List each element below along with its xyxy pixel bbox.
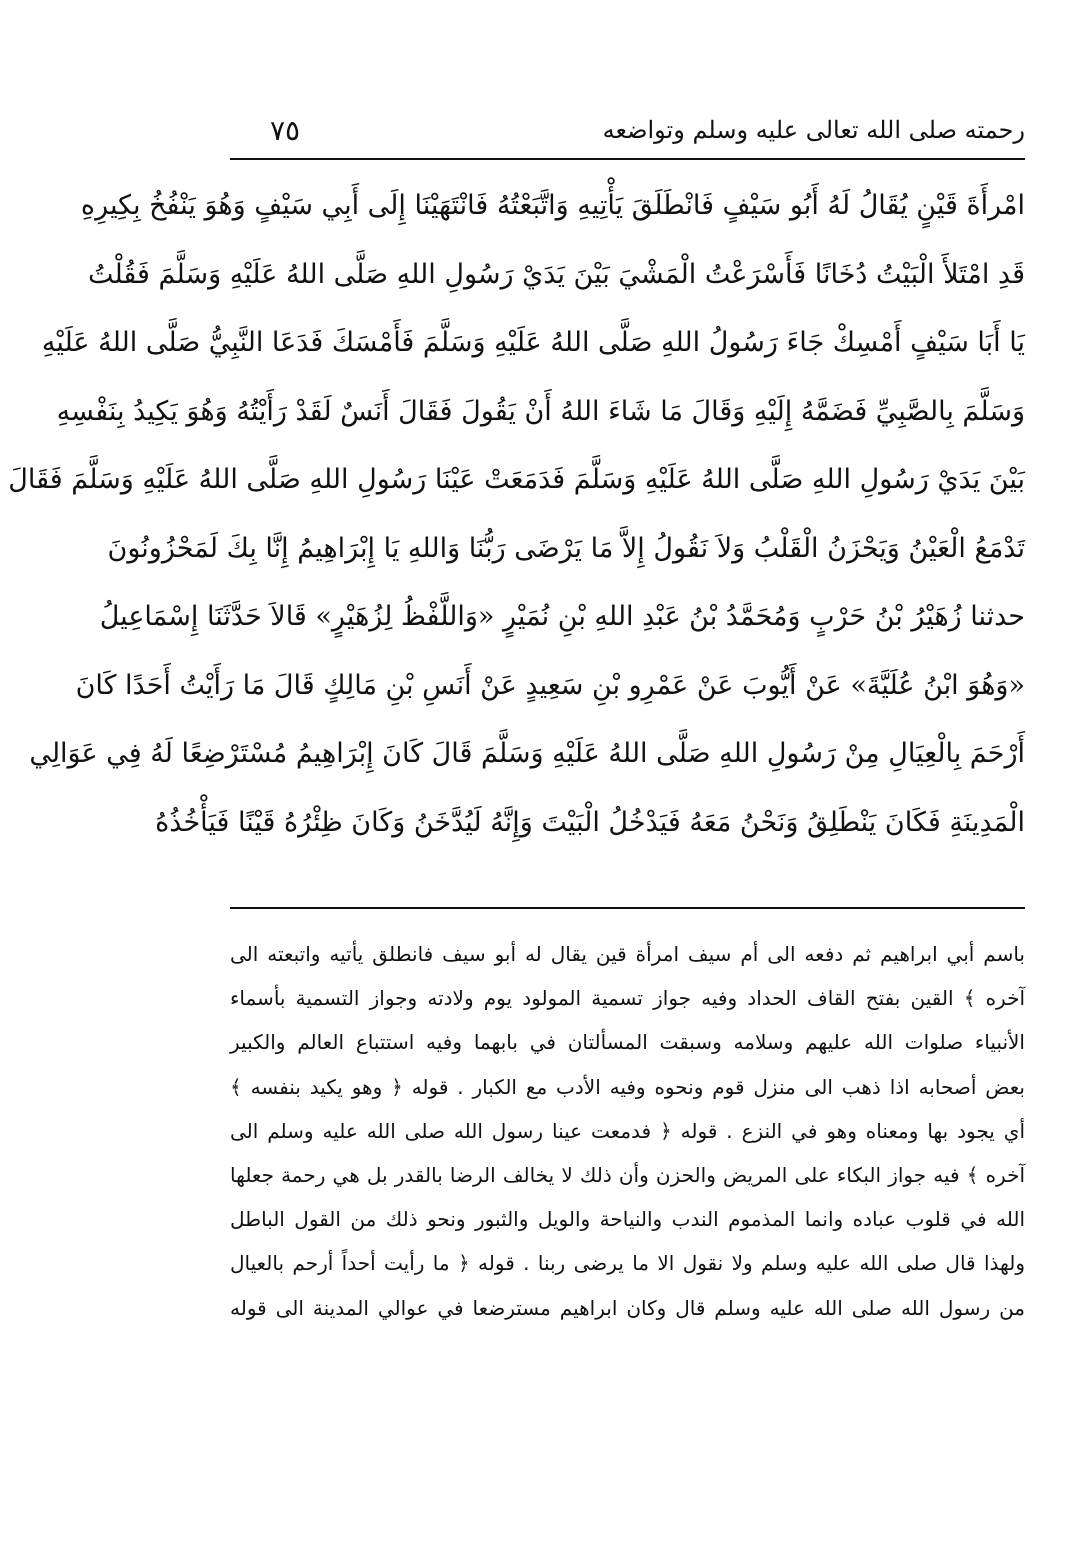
page-header [230, 110, 1025, 158]
page-number: ٧٥ [270, 114, 301, 147]
hadith-line: قَدِ امْتَلأَ الْبَيْتُ دُخَانًا فَأَسْرَعْتُ الْمَشْيَ بَيْنَ يَدَيْ رَسُولِ اللهِ صَلَّى اللهُ عَلَيْهِ وَسَلَّمَ فَقُلْتُ [87, 258, 1025, 290]
commentary-line: آخره ﴾ القين بفتح القاف الحداد وفيه جواز تسمية المولود يوم ولادته وجواز التسمية بأسماء [230, 986, 1025, 1011]
commentary-line: بعض أصحابه اذا ذهب الى منزل قوم ونحوه وفيه الأدب مع الكبار . قوله ﴿ وهو يكيد بنفسه ﴾ [230, 1074, 1025, 1099]
hadith-line: «وَهُوَ ابْنُ عُلَيَّةَ» عَنْ أَيُّوبَ عَنْ عَمْرِو بْنِ سَعِيدٍ عَنْ أَنَسِ بْنِ مَالِكٍ قَالَ مَا رَأَيْتُ أَحَدًا كَانَ [75, 669, 1025, 701]
hadith-line: الْمَدِينَةِ فَكَانَ يَنْطَلِقُ وَنَحْنُ مَعَهُ فَيَدْخُلُ الْبَيْتَ وَإِنَّهُ لَيُدَّخَنُ وَكَانَ ظِئْرُهُ قَيْنًا فَيَأْخُذُهُ [155, 806, 1025, 838]
hadith-line: حدثنا زُهَيْرُ بْنُ حَرْبٍ وَمُحَمَّدُ بْنُ عَبْدِ اللهِ بْنِ نُمَيْرٍ «وَاللَّفْظُ لِزُهَيْرٍ» قَالاَ حَدَّثَنَا إِسْمَاعِيلُ [99, 601, 1025, 632]
commentary-line: ولهذا قال صلى الله عليه وسلم ولا نقول الا ما يرضى ربنا . قوله ﴿ ما رأيت أحداً أرحم بالعيال [230, 1251, 1025, 1276]
commentary-line: الأنبياء صلوات الله عليهم وسلامه وسبقت المسألتان في بابهما وفيه استتباع العالم والكبير [230, 1030, 1025, 1055]
commentary-line: من رسول الله صلى الله عليه وسلم قال وكان ابراهيم مسترضعا في عوالي المدينة الى قوله [230, 1295, 1025, 1320]
commentary-line: الله في قلوب عباده وانما المذموم الندب والنياحة والويل والثبور ونحو ذلك من القول الباطل [230, 1207, 1025, 1232]
footnote-rule [230, 907, 1025, 909]
hadith-line: امْرأَةَ قَيْنٍ يُقَالُ لَهُ أَبُو سَيْفٍ فَانْطَلَقَ يَأْتِيهِ وَاتَّبَعْتُهُ فَانْتَهَيْنَا إِلَى أَبِي سَيْفٍ وَهُوَ يَنْفُخُ بِكِيرِهِ [80, 190, 1025, 221]
hadith-line: بَيْنَ يَدَيْ رَسُولِ اللهِ صَلَّى اللهُ عَلَيْهِ وَسَلَّمَ فَدَمَعَتْ عَيْنَا رَسُولِ اللهِ صَلَّى اللهُ عَلَيْهِ وَسَلَّمَ فَقَالَ [8, 464, 1025, 495]
hadith-line: أَرْحَمَ بِالْعِيَالِ مِنْ رَسُولِ اللهِ صَلَّى اللهُ عَلَيْهِ وَسَلَّمَ قَالَ كَانَ إِبْرَاهِيمُ مُسْتَرْضِعًا لَهُ فِي عَوَالِي [29, 738, 1025, 769]
running-title: رحمته صلى الله تعالى عليه وسلم وتواضعه [602, 116, 1025, 144]
hadith-line: تَدْمَعُ الْعَيْنُ وَيَحْزَنُ الْقَلْبُ وَلاَ نَقُولُ إِلاَّ مَا يَرْضَى رَبُّنَا وَاللهِ يَا إِبْرَاهِيمُ إِنَّا بِكَ لَمَحْزُونُونَ [107, 532, 1025, 564]
commentary-line: باسم أبي ابراهيم ثم دفعه الى أم سيف امرأة قين يقال له أبو سيف فانطلق يأتيه واتبعته الى [230, 942, 1025, 966]
header-rule [230, 158, 1025, 160]
commentary-line: آخره ﴾ فيه جواز البكاء على المريض والحزن وأن ذلك لا يخالف الرضا بالقدر بل هي رحمة جعلها [230, 1162, 1025, 1187]
hadith-text [8, 172, 1025, 857]
commentary-line: أي يجود بها ومعناه وهو في النزع . قوله ﴿ فدمعت عينا رسول الله صلى الله عليه وسلم الى [230, 1118, 1025, 1143]
hadith-line: يَا أَبَا سَيْفٍ أَمْسِكْ جَاءَ رَسُولُ اللهِ صَلَّى اللهُ عَلَيْهِ وَسَلَّمَ فَأَمْسَكَ فَدَعَا النَّبِيُّ صَلَّى اللهُ عَلَيْهِ [41, 327, 1025, 358]
hadith-line: وَسَلَّمَ بِالصَّبِيِّ فَضَمَّهُ إِلَيْهِ وَقَالَ مَا شَاءَ اللهُ أَنْ يَقُولَ فَقَالَ أَنَسٌ لَقَدْ رَأَيْتُهُ وَهُوَ يَكِيدُ بِنَفْسِهِ [56, 395, 1025, 427]
commentary-text [230, 932, 1025, 1330]
